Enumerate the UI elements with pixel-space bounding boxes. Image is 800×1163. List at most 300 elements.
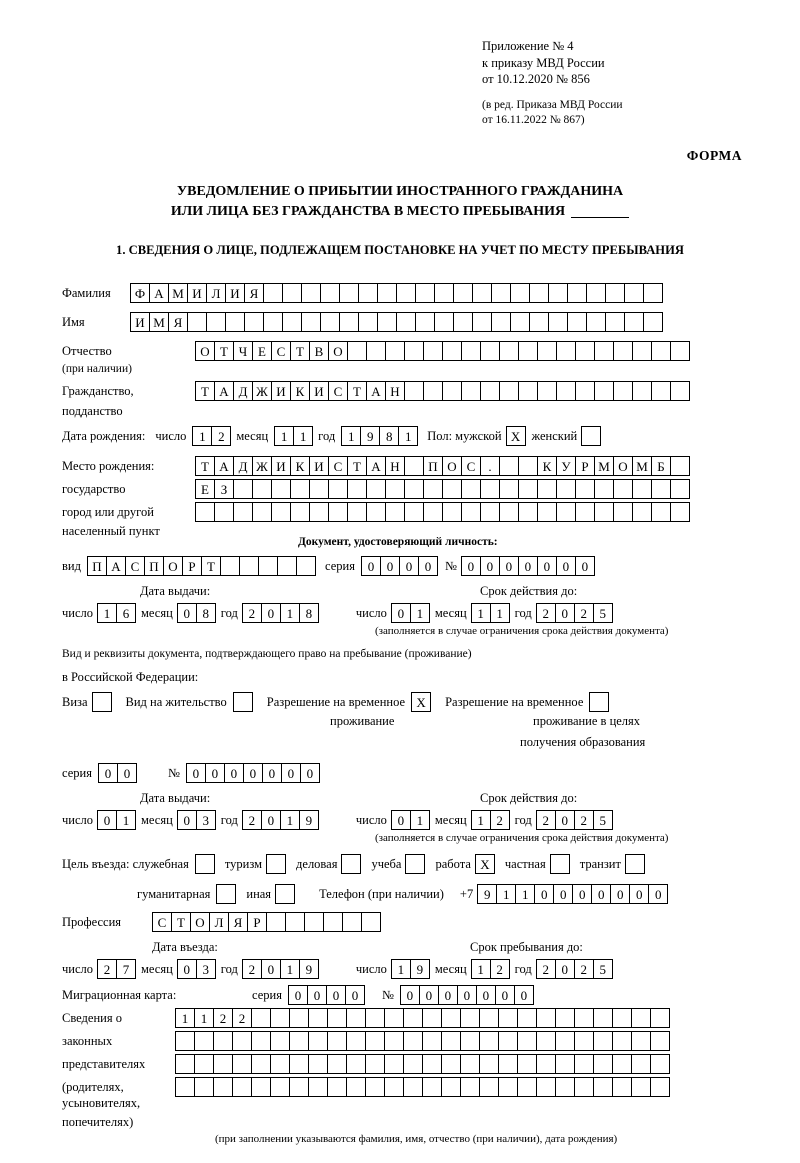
char-cell[interactable] [239, 556, 259, 576]
char-cell[interactable] [347, 502, 367, 522]
char-cell[interactable]: Т [214, 341, 234, 361]
char-cell[interactable] [252, 502, 272, 522]
char-cell[interactable] [613, 341, 633, 361]
char-cell[interactable] [574, 1031, 594, 1051]
char-cell[interactable] [347, 479, 367, 499]
char-cell[interactable]: 0 [261, 959, 281, 979]
char-cell[interactable]: 0 [555, 810, 575, 830]
char-cell[interactable] [175, 1031, 195, 1051]
char-cell[interactable]: П [144, 556, 164, 576]
char-cell[interactable] [479, 1008, 499, 1028]
char-cell[interactable] [536, 1031, 556, 1051]
char-cell[interactable] [251, 1077, 271, 1097]
char-cell[interactable]: 5 [593, 810, 613, 830]
char-cell[interactable]: К [537, 456, 557, 476]
char-cell[interactable]: 0 [400, 985, 420, 1005]
char-cell[interactable] [327, 1008, 347, 1028]
char-cell[interactable] [556, 381, 576, 401]
char-cell[interactable] [480, 479, 500, 499]
char-cell[interactable] [472, 312, 492, 332]
char-cell[interactable]: 0 [534, 884, 554, 904]
char-cell[interactable] [510, 283, 530, 303]
char-cell[interactable] [422, 1054, 442, 1074]
legal-rep-input-2[interactable] [175, 1031, 669, 1051]
doc-valid-month-input[interactable] [471, 603, 509, 623]
char-cell[interactable]: 5 [593, 959, 613, 979]
char-cell[interactable] [651, 479, 671, 499]
char-cell[interactable] [670, 456, 690, 476]
char-cell[interactable]: 9 [410, 959, 430, 979]
char-cell[interactable]: 0 [555, 603, 575, 623]
char-cell[interactable] [323, 912, 343, 932]
char-cell[interactable]: 0 [261, 810, 281, 830]
char-cell[interactable]: 0 [575, 556, 595, 576]
char-cell[interactable]: 0 [610, 884, 630, 904]
residence-permit-checkbox[interactable] [233, 692, 253, 712]
char-cell[interactable]: 9 [477, 884, 497, 904]
char-cell[interactable] [194, 1077, 214, 1097]
stay-valid-year-input[interactable] [536, 810, 612, 830]
char-cell[interactable]: О [442, 456, 462, 476]
char-cell[interactable]: Д [233, 381, 253, 401]
char-cell[interactable] [537, 479, 557, 499]
char-cell[interactable] [594, 341, 614, 361]
char-cell[interactable] [594, 502, 614, 522]
char-cell[interactable]: 2 [536, 959, 556, 979]
char-cell[interactable]: О [328, 341, 348, 361]
char-cell[interactable] [461, 381, 481, 401]
char-cell[interactable]: Л [206, 283, 226, 303]
char-cell[interactable]: П [87, 556, 107, 576]
char-cell[interactable] [308, 1031, 328, 1051]
char-cell[interactable] [650, 1054, 670, 1074]
char-cell[interactable] [328, 502, 348, 522]
char-cell[interactable]: И [271, 456, 291, 476]
char-cell[interactable]: 0 [261, 603, 281, 623]
char-cell[interactable]: О [613, 456, 633, 476]
char-cell[interactable] [290, 502, 310, 522]
char-cell[interactable]: 1 [280, 959, 300, 979]
char-cell[interactable] [277, 556, 297, 576]
char-cell[interactable]: 2 [574, 810, 594, 830]
char-cell[interactable] [613, 479, 633, 499]
char-cell[interactable] [403, 1008, 423, 1028]
char-cell[interactable] [233, 502, 253, 522]
char-cell[interactable] [624, 312, 644, 332]
doc-issue-month-input[interactable] [177, 603, 215, 623]
char-cell[interactable]: 0 [98, 763, 118, 783]
char-cell[interactable] [670, 381, 690, 401]
char-cell[interactable] [499, 479, 519, 499]
char-cell[interactable]: 1 [471, 603, 491, 623]
purpose-private-checkbox[interactable] [550, 854, 570, 874]
char-cell[interactable] [555, 1031, 575, 1051]
char-cell[interactable] [441, 1054, 461, 1074]
char-cell[interactable] [631, 1008, 651, 1028]
char-cell[interactable] [441, 1031, 461, 1051]
char-cell[interactable] [233, 479, 253, 499]
char-cell[interactable] [423, 479, 443, 499]
char-cell[interactable]: 0 [553, 884, 573, 904]
char-cell[interactable] [377, 283, 397, 303]
char-cell[interactable] [396, 312, 416, 332]
char-cell[interactable] [339, 312, 359, 332]
char-cell[interactable] [308, 1054, 328, 1074]
char-cell[interactable]: И [309, 381, 329, 401]
char-cell[interactable]: 0 [281, 763, 301, 783]
char-cell[interactable] [537, 341, 557, 361]
char-cell[interactable] [366, 341, 386, 361]
char-cell[interactable]: 8 [196, 603, 216, 623]
char-cell[interactable] [555, 1054, 575, 1074]
char-cell[interactable]: 0 [307, 985, 327, 1005]
char-cell[interactable]: Р [182, 556, 202, 576]
char-cell[interactable]: М [632, 456, 652, 476]
char-cell[interactable] [574, 1008, 594, 1028]
char-cell[interactable]: Л [209, 912, 229, 932]
char-cell[interactable]: М [149, 312, 169, 332]
char-cell[interactable] [289, 1008, 309, 1028]
char-cell[interactable] [499, 456, 519, 476]
char-cell[interactable]: Д [233, 456, 253, 476]
char-cell[interactable] [517, 1054, 537, 1074]
char-cell[interactable]: Ж [252, 456, 272, 476]
char-cell[interactable] [479, 1077, 499, 1097]
char-cell[interactable] [385, 341, 405, 361]
char-cell[interactable]: 1 [398, 426, 418, 446]
purpose-tourism-checkbox[interactable] [266, 854, 286, 874]
char-cell[interactable]: 0 [177, 959, 197, 979]
char-cell[interactable] [282, 312, 302, 332]
char-cell[interactable] [460, 1054, 480, 1074]
purpose-official-checkbox[interactable] [195, 854, 215, 874]
char-cell[interactable] [548, 312, 568, 332]
phone-input[interactable] [477, 884, 667, 904]
char-cell[interactable] [574, 1054, 594, 1074]
char-cell[interactable]: 1 [471, 959, 491, 979]
char-cell[interactable] [518, 479, 538, 499]
sex-male-checkbox[interactable]: X [506, 426, 526, 446]
char-cell[interactable]: 0 [476, 985, 496, 1005]
char-cell[interactable]: А [214, 381, 234, 401]
char-cell[interactable]: Р [575, 456, 595, 476]
char-cell[interactable]: 0 [480, 556, 500, 576]
char-cell[interactable] [594, 381, 614, 401]
char-cell[interactable] [232, 1077, 252, 1097]
surname-input[interactable] [130, 283, 662, 303]
entry-year-input[interactable] [242, 959, 318, 979]
edu-residence-checkbox[interactable] [589, 692, 609, 712]
purpose-transit-checkbox[interactable] [625, 854, 645, 874]
char-cell[interactable] [593, 1077, 613, 1097]
char-cell[interactable]: В [309, 341, 329, 361]
char-cell[interactable]: С [328, 381, 348, 401]
char-cell[interactable]: 1 [471, 810, 491, 830]
char-cell[interactable] [441, 1008, 461, 1028]
char-cell[interactable] [271, 479, 291, 499]
char-cell[interactable]: 1 [341, 426, 361, 446]
char-cell[interactable] [358, 283, 378, 303]
char-cell[interactable] [575, 341, 595, 361]
char-cell[interactable]: 1 [490, 603, 510, 623]
legal-rep-input-3[interactable] [175, 1054, 669, 1074]
char-cell[interactable] [441, 1077, 461, 1097]
legal-rep-input-1[interactable] [175, 1008, 669, 1028]
char-cell[interactable] [404, 341, 424, 361]
mig-series-input[interactable] [288, 985, 364, 1005]
name-input[interactable] [130, 312, 662, 332]
char-cell[interactable] [423, 381, 443, 401]
char-cell[interactable] [309, 479, 329, 499]
char-cell[interactable] [612, 1031, 632, 1051]
char-cell[interactable] [365, 1008, 385, 1028]
char-cell[interactable] [403, 1054, 423, 1074]
char-cell[interactable]: О [163, 556, 183, 576]
char-cell[interactable] [537, 381, 557, 401]
char-cell[interactable] [194, 1054, 214, 1074]
char-cell[interactable]: 0 [361, 556, 381, 576]
char-cell[interactable] [327, 1031, 347, 1051]
char-cell[interactable]: Б [651, 456, 671, 476]
char-cell[interactable]: Т [195, 381, 215, 401]
char-cell[interactable]: Т [201, 556, 221, 576]
char-cell[interactable] [593, 1031, 613, 1051]
char-cell[interactable] [415, 283, 435, 303]
char-cell[interactable] [555, 1077, 575, 1097]
char-cell[interactable]: 0 [391, 810, 411, 830]
char-cell[interactable]: 0 [262, 763, 282, 783]
char-cell[interactable] [366, 502, 386, 522]
char-cell[interactable] [651, 502, 671, 522]
char-cell[interactable]: 0 [457, 985, 477, 1005]
char-cell[interactable] [175, 1077, 195, 1097]
char-cell[interactable] [472, 283, 492, 303]
char-cell[interactable]: 1 [97, 603, 117, 623]
char-cell[interactable] [434, 283, 454, 303]
char-cell[interactable]: Я [168, 312, 188, 332]
char-cell[interactable]: 0 [537, 556, 557, 576]
char-cell[interactable]: . [480, 456, 500, 476]
char-cell[interactable]: Т [347, 381, 367, 401]
char-cell[interactable] [499, 341, 519, 361]
char-cell[interactable]: 8 [379, 426, 399, 446]
stay-until-day-input[interactable] [391, 959, 429, 979]
doc-valid-day-input[interactable] [391, 603, 429, 623]
stay-until-month-input[interactable] [471, 959, 509, 979]
char-cell[interactable] [206, 312, 226, 332]
char-cell[interactable] [301, 312, 321, 332]
char-cell[interactable] [308, 1008, 328, 1028]
char-cell[interactable] [529, 312, 549, 332]
char-cell[interactable] [175, 1054, 195, 1074]
char-cell[interactable] [650, 1031, 670, 1051]
char-cell[interactable] [365, 1077, 385, 1097]
char-cell[interactable] [612, 1054, 632, 1074]
char-cell[interactable]: 0 [177, 603, 197, 623]
char-cell[interactable]: 2 [574, 603, 594, 623]
char-cell[interactable] [403, 1031, 423, 1051]
char-cell[interactable] [225, 312, 245, 332]
char-cell[interactable]: М [594, 456, 614, 476]
char-cell[interactable] [491, 312, 511, 332]
char-cell[interactable]: 0 [391, 603, 411, 623]
char-cell[interactable]: И [187, 283, 207, 303]
doc-number-input[interactable] [461, 556, 594, 576]
char-cell[interactable] [214, 502, 234, 522]
profession-input[interactable] [152, 912, 380, 932]
char-cell[interactable]: 1 [293, 426, 313, 446]
stay-series-input[interactable] [98, 763, 136, 783]
char-cell[interactable] [194, 1031, 214, 1051]
char-cell[interactable]: 2 [242, 603, 262, 623]
char-cell[interactable] [244, 312, 264, 332]
char-cell[interactable]: А [366, 456, 386, 476]
char-cell[interactable]: 9 [299, 810, 319, 830]
char-cell[interactable] [266, 912, 286, 932]
char-cell[interactable]: 2 [242, 810, 262, 830]
birthplace-state-input[interactable] [195, 456, 689, 476]
char-cell[interactable] [263, 283, 283, 303]
char-cell[interactable] [442, 479, 462, 499]
char-cell[interactable] [442, 341, 462, 361]
char-cell[interactable]: Т [171, 912, 191, 932]
char-cell[interactable] [517, 1008, 537, 1028]
char-cell[interactable] [575, 479, 595, 499]
char-cell[interactable] [605, 283, 625, 303]
char-cell[interactable]: К [290, 456, 310, 476]
stay-issue-day-input[interactable] [97, 810, 135, 830]
char-cell[interactable]: К [290, 381, 310, 401]
char-cell[interactable] [586, 312, 606, 332]
char-cell[interactable]: Ж [252, 381, 272, 401]
char-cell[interactable] [213, 1077, 233, 1097]
char-cell[interactable]: 9 [299, 959, 319, 979]
char-cell[interactable]: 0 [495, 985, 515, 1005]
char-cell[interactable] [548, 283, 568, 303]
char-cell[interactable]: И [130, 312, 150, 332]
char-cell[interactable] [232, 1054, 252, 1074]
char-cell[interactable] [632, 479, 652, 499]
char-cell[interactable] [423, 341, 443, 361]
char-cell[interactable] [517, 1031, 537, 1051]
char-cell[interactable] [651, 381, 671, 401]
char-cell[interactable] [631, 1054, 651, 1074]
char-cell[interactable] [346, 1054, 366, 1074]
char-cell[interactable] [556, 341, 576, 361]
char-cell[interactable]: 0 [438, 985, 458, 1005]
char-cell[interactable] [213, 1031, 233, 1051]
char-cell[interactable]: 0 [345, 985, 365, 1005]
char-cell[interactable]: 3 [196, 959, 216, 979]
char-cell[interactable]: 1 [496, 884, 516, 904]
char-cell[interactable] [498, 1031, 518, 1051]
char-cell[interactable] [631, 1077, 651, 1097]
char-cell[interactable] [442, 502, 462, 522]
char-cell[interactable] [304, 912, 324, 932]
char-cell[interactable] [289, 1054, 309, 1074]
char-cell[interactable] [366, 479, 386, 499]
char-cell[interactable] [270, 1008, 290, 1028]
char-cell[interactable] [567, 312, 587, 332]
char-cell[interactable] [650, 1008, 670, 1028]
char-cell[interactable] [270, 1077, 290, 1097]
char-cell[interactable] [479, 1054, 499, 1074]
char-cell[interactable] [575, 381, 595, 401]
char-cell[interactable] [285, 912, 305, 932]
char-cell[interactable] [594, 479, 614, 499]
char-cell[interactable]: 0 [224, 763, 244, 783]
entry-day-input[interactable] [97, 959, 135, 979]
char-cell[interactable] [251, 1054, 271, 1074]
char-cell[interactable]: С [271, 341, 291, 361]
char-cell[interactable] [251, 1008, 271, 1028]
char-cell[interactable]: О [195, 341, 215, 361]
char-cell[interactable]: 5 [593, 603, 613, 623]
char-cell[interactable] [536, 1077, 556, 1097]
char-cell[interactable]: 0 [205, 763, 225, 783]
stay-valid-day-input[interactable] [391, 810, 429, 830]
char-cell[interactable] [624, 283, 644, 303]
char-cell[interactable] [453, 283, 473, 303]
char-cell[interactable] [453, 312, 473, 332]
char-cell[interactable] [384, 1054, 404, 1074]
char-cell[interactable] [632, 502, 652, 522]
char-cell[interactable]: О [190, 912, 210, 932]
char-cell[interactable]: 1 [280, 603, 300, 623]
char-cell[interactable] [347, 341, 367, 361]
char-cell[interactable] [499, 381, 519, 401]
char-cell[interactable]: 0 [556, 556, 576, 576]
char-cell[interactable]: Т [195, 456, 215, 476]
char-cell[interactable]: А [106, 556, 126, 576]
char-cell[interactable] [518, 502, 538, 522]
doc-issue-day-input[interactable] [97, 603, 135, 623]
purpose-work-checkbox[interactable]: X [475, 854, 495, 874]
char-cell[interactable]: 0 [629, 884, 649, 904]
char-cell[interactable] [327, 1077, 347, 1097]
char-cell[interactable] [232, 1031, 252, 1051]
char-cell[interactable] [613, 502, 633, 522]
char-cell[interactable] [346, 1031, 366, 1051]
char-cell[interactable]: 0 [648, 884, 668, 904]
char-cell[interactable]: Н [385, 456, 405, 476]
char-cell[interactable] [529, 283, 549, 303]
char-cell[interactable]: 1 [391, 959, 411, 979]
char-cell[interactable]: 0 [300, 763, 320, 783]
char-cell[interactable] [491, 283, 511, 303]
char-cell[interactable] [586, 283, 606, 303]
birthplace-city-input-2[interactable] [195, 502, 689, 522]
char-cell[interactable] [384, 1031, 404, 1051]
char-cell[interactable]: 6 [116, 603, 136, 623]
char-cell[interactable]: М [168, 283, 188, 303]
stay-issue-month-input[interactable] [177, 810, 215, 830]
char-cell[interactable]: Р [247, 912, 267, 932]
char-cell[interactable]: С [152, 912, 172, 932]
char-cell[interactable] [289, 1031, 309, 1051]
birthplace-city-input-1[interactable] [195, 479, 689, 499]
char-cell[interactable] [536, 1054, 556, 1074]
char-cell[interactable]: С [125, 556, 145, 576]
char-cell[interactable]: Ф [130, 283, 150, 303]
char-cell[interactable] [422, 1031, 442, 1051]
char-cell[interactable] [385, 479, 405, 499]
char-cell[interactable]: 0 [461, 556, 481, 576]
char-cell[interactable] [461, 479, 481, 499]
char-cell[interactable] [308, 1077, 328, 1097]
char-cell[interactable] [498, 1008, 518, 1028]
char-cell[interactable] [263, 312, 283, 332]
